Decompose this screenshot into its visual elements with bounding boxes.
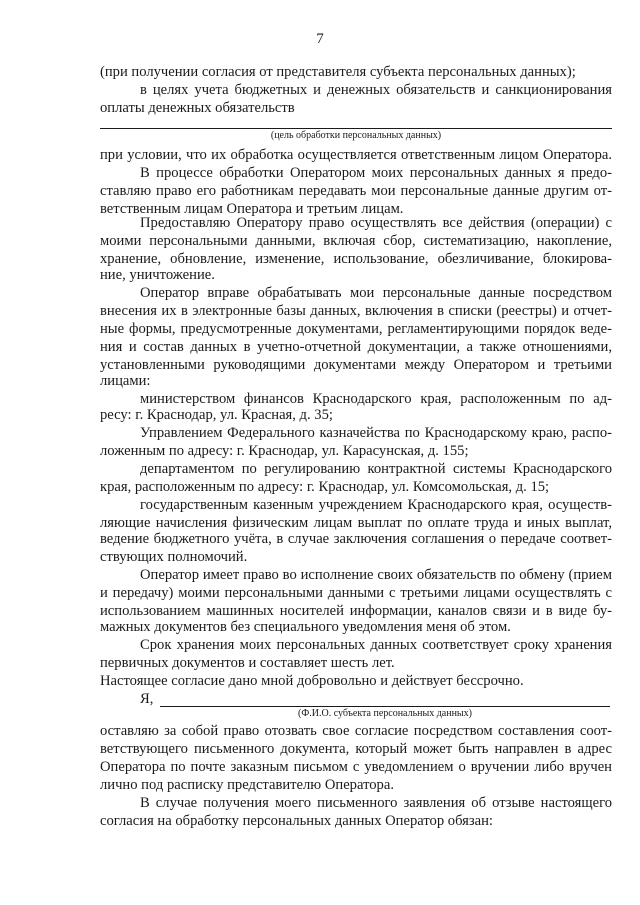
text-line: края, расположенным по адресу: г. Краснодар, ул. Комсомольская, д. 15; xyxy=(100,479,550,495)
purpose-caption: (цель обработки персональных данных) xyxy=(270,130,442,141)
text-line: ляющие начисления физическим лицам выплат по оплате труда и иных выплат, xyxy=(100,515,612,531)
text-line: государственным казенным учреждением Краснодарского края, осуществ- xyxy=(140,497,612,513)
text-line: первичных документов и составляет шесть лет. xyxy=(100,655,395,671)
text-line: ложенным по адресу: г. Краснодар, ул. Карасунская, д. 155; xyxy=(100,443,469,459)
text-line: ветственным лицам Оператора и третьим лицам. xyxy=(100,201,404,217)
text-line: ние, уничтожение. xyxy=(100,267,215,283)
text-line: лично под расписку представителю Оператора. xyxy=(100,777,394,793)
text-line: моими персональными данными, включая сбор, систематизацию, накопление, xyxy=(100,233,612,249)
text-line: ствующих полномочий. xyxy=(100,549,248,565)
text-line: и передачу) моими персональными данными с третьими лицами осуществлять с xyxy=(100,585,612,601)
text-line: ресу: г. Краснодар, ул. Красная, д. 35; xyxy=(100,407,333,423)
text-line: оплаты денежных обязательств xyxy=(100,100,295,116)
text-line: министерством финансов Краснодарского края, расположенным по ад- xyxy=(140,391,612,407)
text-line: Настоящее согласие дано мной добровольно и действует бессрочно. xyxy=(100,673,524,689)
text-line: Срок хранения моих персональных данных соответствует сроку хранения xyxy=(140,637,612,653)
text-line: (при получении согласия от представителя субъекта персональных данных); xyxy=(100,64,576,80)
text-line: оставляю за собой право отозвать свое согласие посредством составления соот- xyxy=(100,723,612,739)
text-line: В случае получения моего письменного заявления об отзыве настоящего xyxy=(140,795,612,811)
text-line: ветствующего письменного документа, который может быть направлен в адрес xyxy=(100,741,612,757)
text-line: департаментом по регулированию контрактной системы Краснодарского xyxy=(140,461,612,477)
fio-caption: (Ф.И.О. субъекта персональных данных) xyxy=(298,708,472,719)
text-line: при условии, что их обработка осуществляется ответственным лицом Оператора. xyxy=(100,147,612,163)
text-line: ставляю право его работникам передавать мои персональные данные другим от- xyxy=(100,183,612,199)
text-line: Оператора по почте заказным письмом с уведомлением о вручении либо вручен xyxy=(100,759,612,775)
text-line: Оператор вправе обрабатывать мои персональные данные посредством xyxy=(140,285,612,301)
text-line: лицами: xyxy=(100,373,151,389)
purpose-underline xyxy=(100,128,612,129)
text-line: хранение, обновление, изменение, использование, обезличивание, блокирова- xyxy=(100,251,612,267)
text-line: внесения их в электронные базы данных, включения в списки (реестры) и отчет- xyxy=(100,303,612,319)
text-line: мажных документов без специального уведомления меня об этом. xyxy=(100,619,511,635)
text-line: В процессе обработки Оператором моих персональных данных я предо- xyxy=(140,165,612,181)
text-line: Оператор имеет право во исполнение своих обязательств по обмену (прием xyxy=(140,567,612,583)
text-line: использованием машинных носителей информации, каналов связи и в виде бу- xyxy=(100,603,612,619)
text-line: Предоставляю Оператору право осуществлять все действия (операции) с xyxy=(140,215,612,231)
fio-underline xyxy=(160,706,610,707)
text-line: ведение бюджетного учёта, в случае заключения соглашения о передаче соответ- xyxy=(100,531,612,547)
ya-label: Я, xyxy=(140,691,154,707)
text-line: установленными руководящими документами между Оператором и третьими xyxy=(100,357,612,373)
text-line: ния и состав данных в учетно-отчетной документации, а также отношениями, xyxy=(100,339,612,355)
text-line: согласия на обработку персональных данных Оператор обязан: xyxy=(100,813,493,829)
text-line: ные формы, предусмотренные документами, регламентирующими порядок веде- xyxy=(100,321,612,337)
page-number: 7 xyxy=(316,31,324,47)
text-line: в целях учета бюджетных и денежных обязательств и санкционирования xyxy=(140,82,612,98)
text-line: Управлением Федерального казначейства по Краснодарскому краю, распо- xyxy=(140,425,612,441)
